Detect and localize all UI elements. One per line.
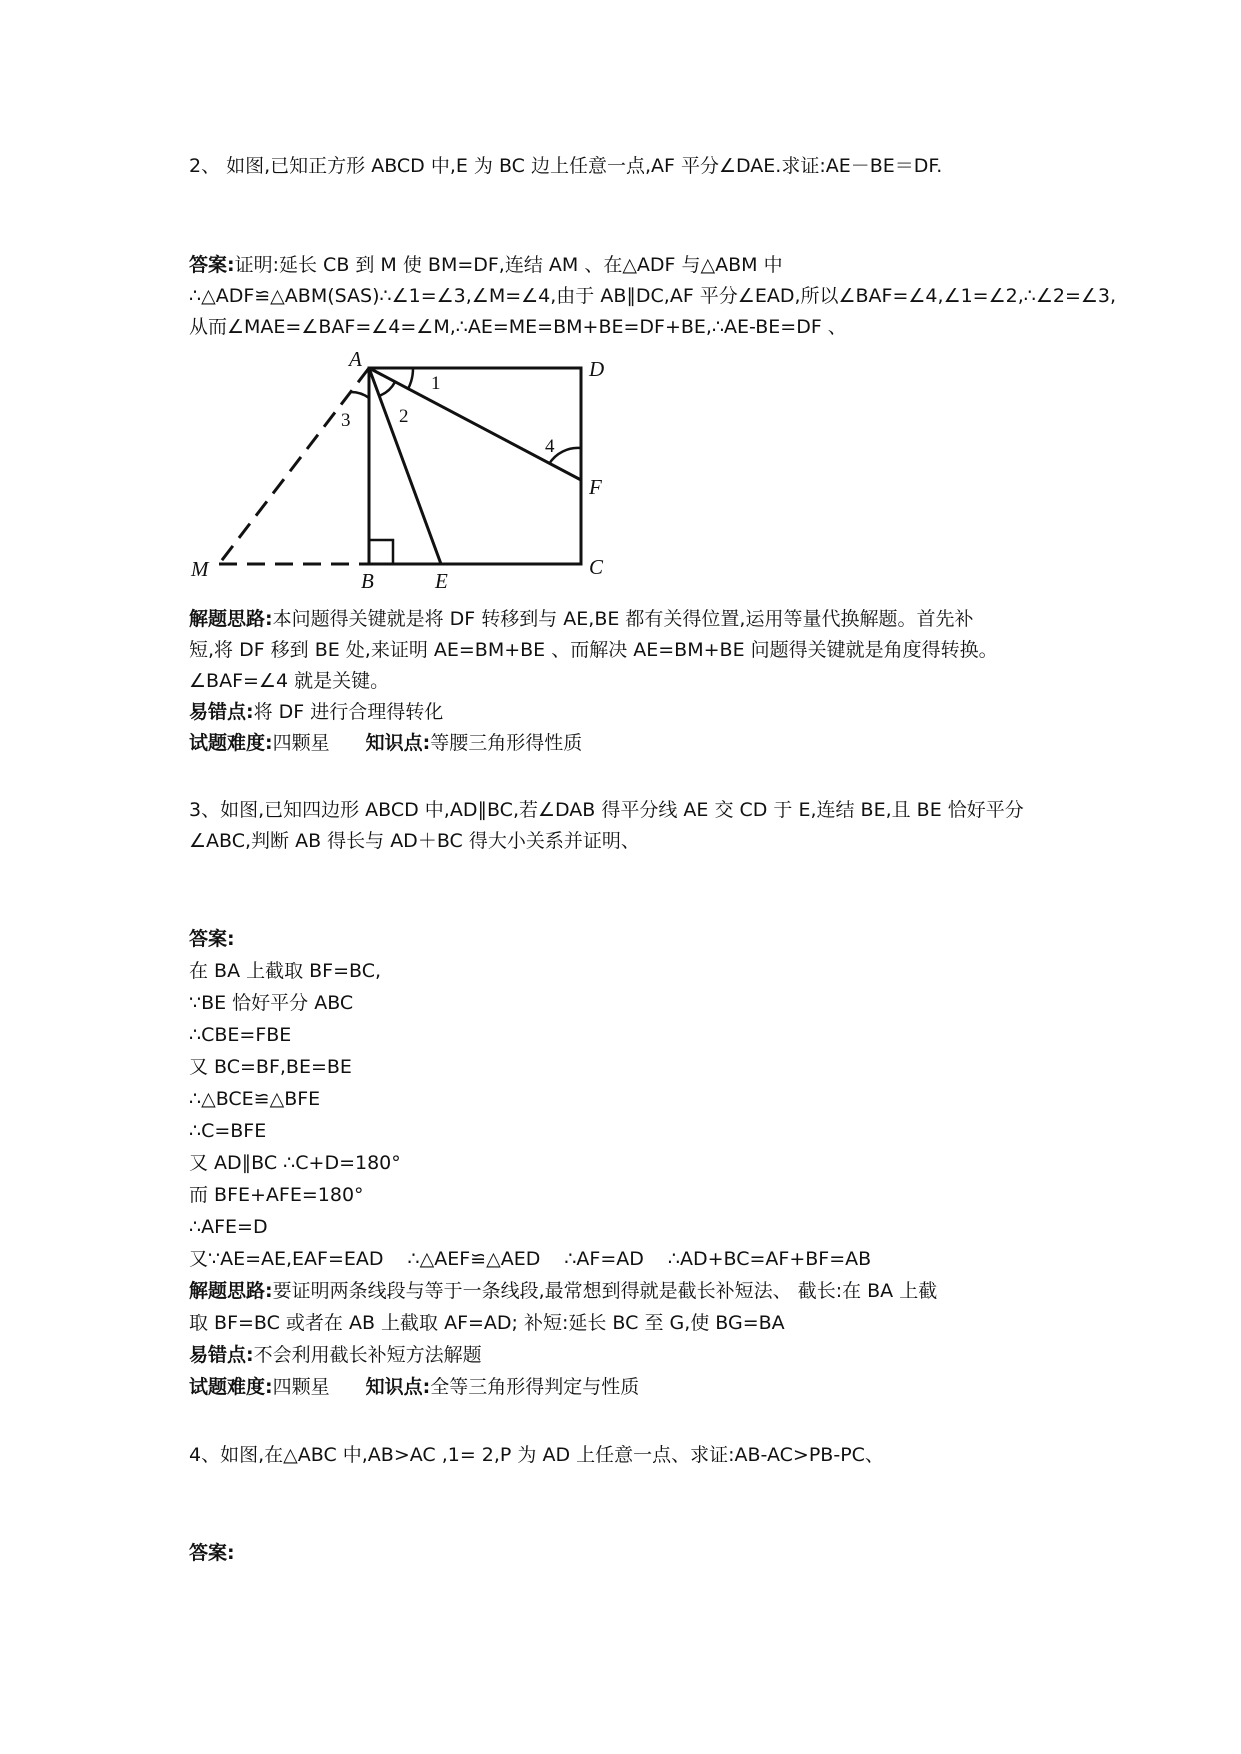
point-label-a: A — [349, 352, 362, 371]
q3-thinking-label: 解题思路: — [189, 1280, 273, 1302]
q3-thinking-text-1: 要证明两条线段与等于一条线段,最常想到得就是截长补短法、 截长:在 BA 上截 — [272, 1280, 938, 1302]
square-abcd — [369, 368, 581, 564]
q3-mistake-label: 易错点: — [189, 1344, 254, 1366]
angle-label-2: 2 — [399, 406, 409, 427]
angle-2-arc — [379, 382, 395, 396]
point-label-c: C — [589, 555, 604, 579]
q2-answer-line-3: 从而∠MAE=∠BAF=∠4=∠M,∴AE=ME=BM+BE=DF+BE,∴AE-BE=DF 、 — [189, 316, 847, 338]
q3-step-10a: 又∵AE=AE,EAF=EAD — [189, 1248, 384, 1270]
q3-step-10 — [189, 1244, 871, 1274]
point-label-m: M — [191, 557, 209, 581]
q2-mistake-label: 易错点: — [189, 701, 254, 723]
q3-knowledge-label: 知识点: — [365, 1376, 431, 1398]
point-label-b: B — [361, 569, 374, 592]
q2-knowledge-label: 知识点: — [365, 732, 431, 754]
q3-difficulty: 四颗星 — [272, 1376, 330, 1398]
q3-step-10c: ∴AF=AD — [564, 1248, 644, 1270]
angle-label-4: 4 — [545, 436, 555, 457]
segment-am-dashed — [219, 368, 369, 564]
q2-answer-text-1: 证明:延长 CB 到 M 使 BM=DF,连结 AM 、在△ADF 与△ABM 中 — [234, 254, 783, 276]
q2-mistake-text: 将 DF 进行合理得转化 — [253, 701, 444, 723]
q3-step-10b: ∴△AEF≌△AED — [407, 1248, 541, 1270]
angle-3-arc — [351, 392, 369, 398]
q3-knowledge: 全等三角形得判定与性质 — [430, 1376, 640, 1398]
q2-difficulty: 四颗星 — [272, 732, 330, 754]
point-label-e: E — [435, 569, 448, 592]
q2-answer-label: 答案: — [189, 254, 235, 276]
q4-prompt: 4、如图,在△ABC 中,AB>AC ,1= 2,P 为 AD 上任意一点、求证:AB-AC>PB-PC、 — [189, 1444, 884, 1466]
q3-mistake-text: 不会利用截长补短方法解题 — [253, 1344, 482, 1366]
q3-step-8: 而 BFE+AFE=180° — [189, 1184, 364, 1206]
q3-step-6: ∴C=BFE — [189, 1120, 267, 1142]
q3-step-1: 在 BA 上截取 BF=BC, — [189, 960, 382, 982]
q2-thinking-label: 解题思路: — [189, 608, 273, 630]
right-angle-mark — [369, 540, 393, 564]
q3-meta-line — [189, 1372, 639, 1402]
q3-step-5: ∴△BCE≌△BFE — [189, 1088, 321, 1110]
q3-step-10d: ∴AD+BC=AF+BF=AB — [667, 1248, 872, 1270]
q2-prompt: 2、 如图,已知正方形 ABCD 中,E 为 BC 边上任意一点,AF 平分∠DAE.求证:AE－BE＝DF. — [189, 155, 943, 177]
q2-answer-line-1 — [189, 250, 783, 280]
segment-ae — [369, 368, 441, 564]
q2-meta-line — [189, 728, 582, 758]
q2-thinking-line-1 — [189, 604, 973, 634]
q2-thinking-line-3: ∠BAF=∠4 就是关键。 — [189, 670, 390, 692]
q3-step-4: 又 BC=BF,BE=BE — [189, 1056, 352, 1078]
q3-step-9: ∴AFE=D — [189, 1216, 268, 1238]
q2-thinking-text-1: 本问题得关键就是将 DF 转移到与 AE,BE 都有关得位置,运用等量代换解题。首先补 — [272, 608, 974, 630]
point-label-f: F — [589, 475, 602, 499]
q3-prompt-line-2: ∠ABC,判断 AB 得长与 AD＋BC 得大小关系并证明、 — [189, 830, 640, 852]
q3-step-3: ∴CBE=FBE — [189, 1024, 292, 1046]
q2-geometry-figure — [189, 352, 629, 592]
q3-thinking-line-1 — [189, 1276, 937, 1306]
q2-knowledge: 等腰三角形得性质 — [430, 732, 583, 754]
q3-difficulty-label: 试题难度: — [189, 1376, 273, 1398]
angle-label-3: 3 — [341, 410, 351, 431]
q3-answer-label: 答案: — [189, 928, 235, 950]
q3-thinking-line-2: 取 BF=BC 或者在 AB 上截取 AF=AD; 补短:延长 BC 至 G,使 BG=BA — [189, 1312, 785, 1334]
q3-prompt-line-1: 3、如图,已知四边形 ABCD 中,AD∥BC,若∠DAB 得平分线 AE 交 CD 于 E,连结 BE,且 BE 恰好平分 — [189, 799, 1024, 821]
q3-mistake-line — [189, 1340, 482, 1370]
q2-mistake-line — [189, 697, 443, 727]
q2-difficulty-label: 试题难度: — [189, 732, 273, 754]
angle-label-1: 1 — [431, 373, 441, 394]
angle-1-arc — [408, 368, 413, 389]
q2-thinking-line-2: 短,将 DF 移到 BE 处,来证明 AE=BM+BE 、而解决 AE=BM+BE 问题得关键就是角度得转换。 — [189, 639, 998, 661]
q3-step-7: 又 AD∥BC ∴C+D=180° — [189, 1152, 401, 1174]
q3-step-2: ∵BE 恰好平分 ABC — [189, 992, 354, 1014]
point-label-d: D — [589, 357, 605, 381]
q4-answer-label: 答案: — [189, 1542, 235, 1564]
q2-answer-line-2: ∴△ADF≌△ABM(SAS)∴∠1=∠3,∠M=∠4,由于 AB∥DC,AF 平分∠EAD,所以∠BAF=∠4,∠1=∠2,∴∠2=∠3, — [189, 285, 1117, 307]
